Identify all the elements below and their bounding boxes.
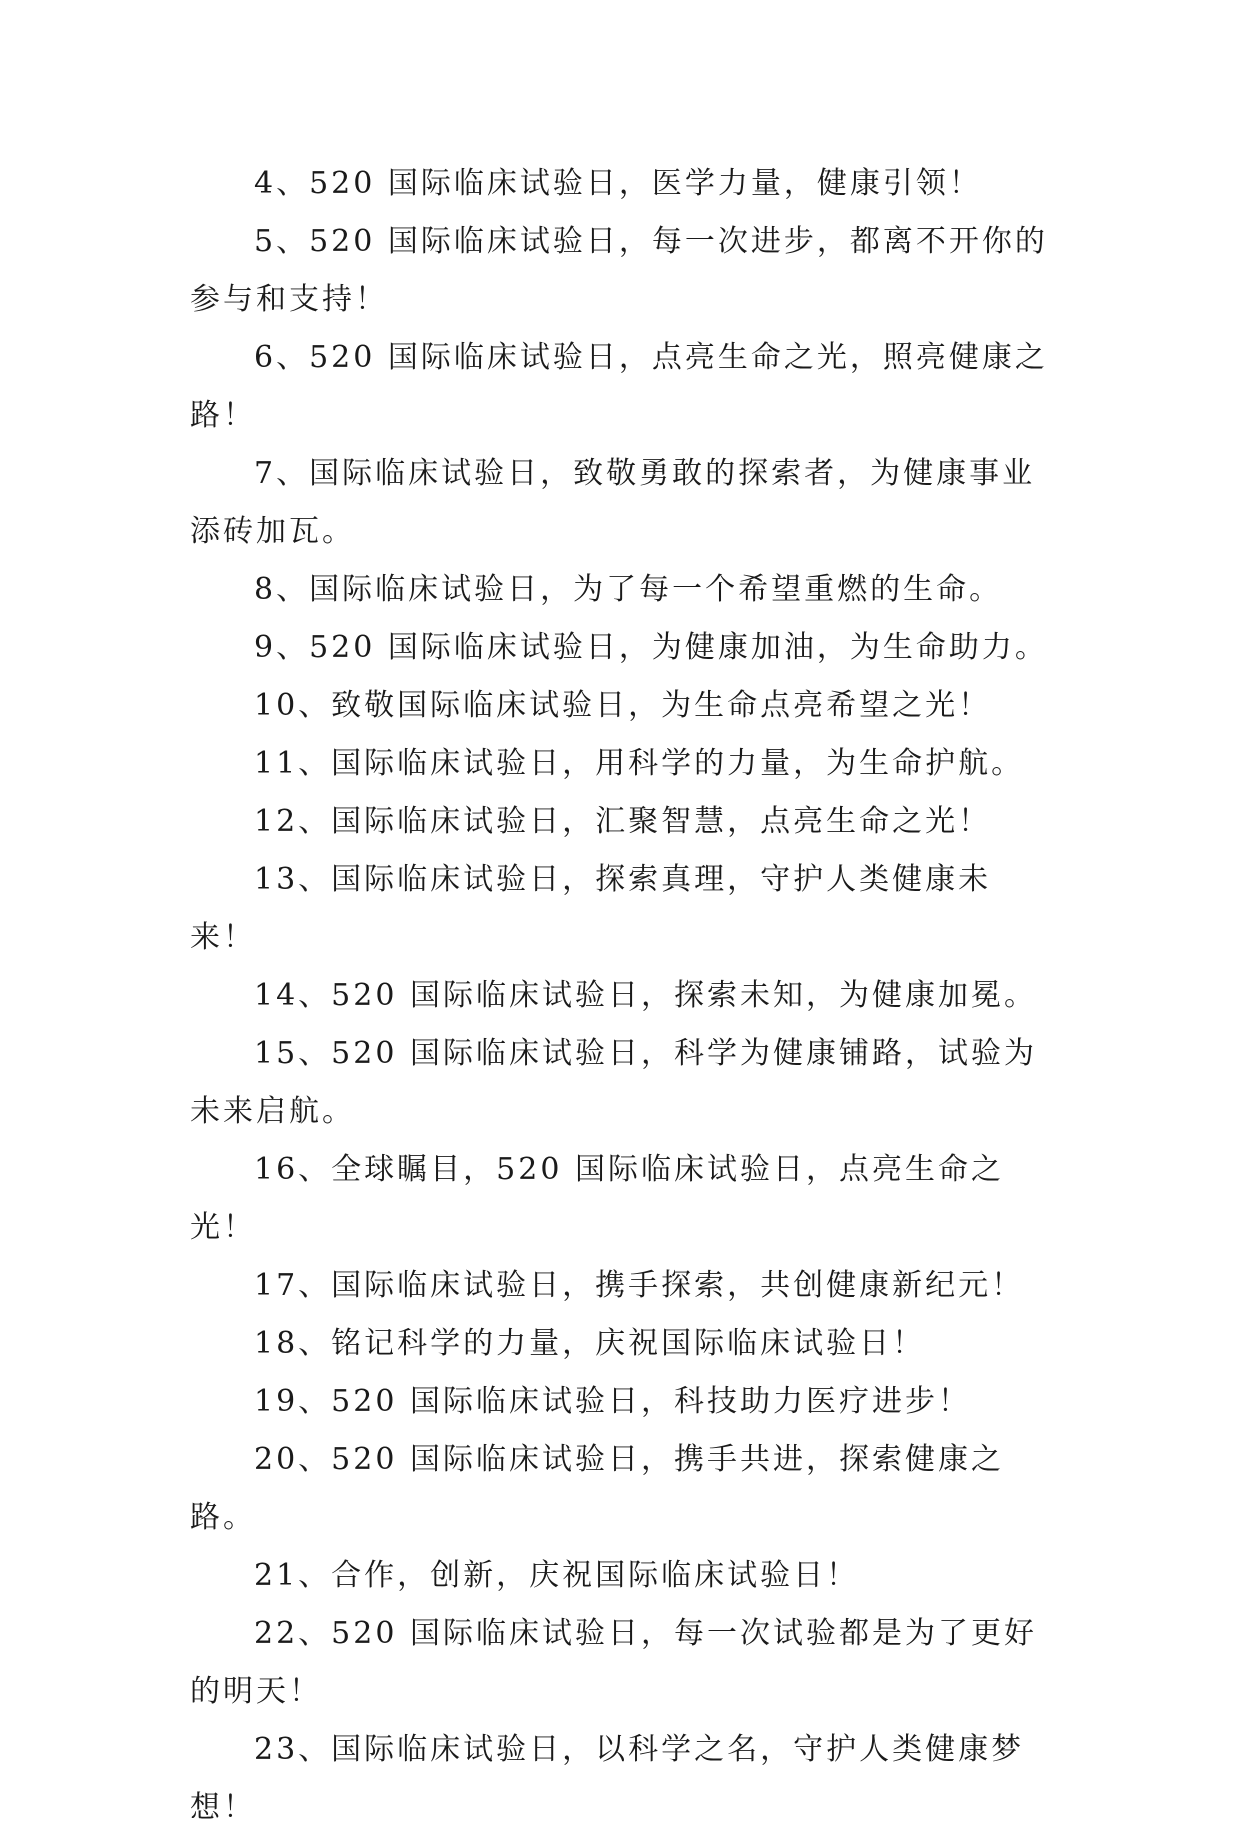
list-item: 16、全球瞩目，520 国际临床试验日，点亮生命之光！ [190, 1152, 1004, 1245]
list-item: 13、国际临床试验日，探索真理，守护人类健康未来！ [190, 862, 992, 955]
list-item: 9、520 国际临床试验日，为健康加油，为生命助力。 [254, 630, 1048, 665]
list-item: 10、致敬国际临床试验日，为生命点亮希望之光！ [254, 688, 992, 723]
list-item: 21、合作，创新，庆祝国际临床试验日！ [254, 1558, 860, 1593]
list-item: 18、铭记科学的力量，庆祝国际临床试验日！ [254, 1326, 926, 1361]
list-item: 11、国际临床试验日，用科学的力量，为生命护航。 [254, 746, 1025, 781]
list-item: 6、520 国际临床试验日，点亮生命之光，照亮健康之路！ [190, 340, 1048, 433]
list-item: 20、520 国际临床试验日，携手共进，探索健康之路。 [190, 1442, 1004, 1535]
list-item: 12、国际临床试验日，汇聚智慧，点亮生命之光！ [254, 804, 992, 839]
list-item: 19、520 国际临床试验日，科技助力医疗进步！ [254, 1384, 971, 1419]
list-item: 17、国际临床试验日，携手探索，共创健康新纪元！ [254, 1268, 1025, 1303]
list-item: 14、520 国际临床试验日，探索未知，为健康加冕。 [254, 978, 1037, 1013]
list-item: 15、520 国际临床试验日，科学为健康铺路，试验为未来启航。 [190, 1036, 1037, 1129]
document-body [190, 155, 1050, 1837]
list-item: 5、520 国际临床试验日，每一次进步，都离不开你的参与和支持！ [190, 224, 1048, 317]
list-item: 8、国际临床试验日，为了每一个希望重燃的生命。 [254, 572, 1003, 607]
list-item: 7、国际临床试验日，致敬勇敢的探索者，为健康事业添砖加瓦。 [190, 456, 1036, 549]
list-item: 23、国际临床试验日，以科学之名，守护人类健康梦想！ [190, 1732, 1025, 1825]
list-item: 22、520 国际临床试验日，每一次试验都是为了更好的明天！ [190, 1616, 1037, 1709]
list-item: 4、520 国际临床试验日，医学力量，健康引领！ [254, 166, 982, 201]
